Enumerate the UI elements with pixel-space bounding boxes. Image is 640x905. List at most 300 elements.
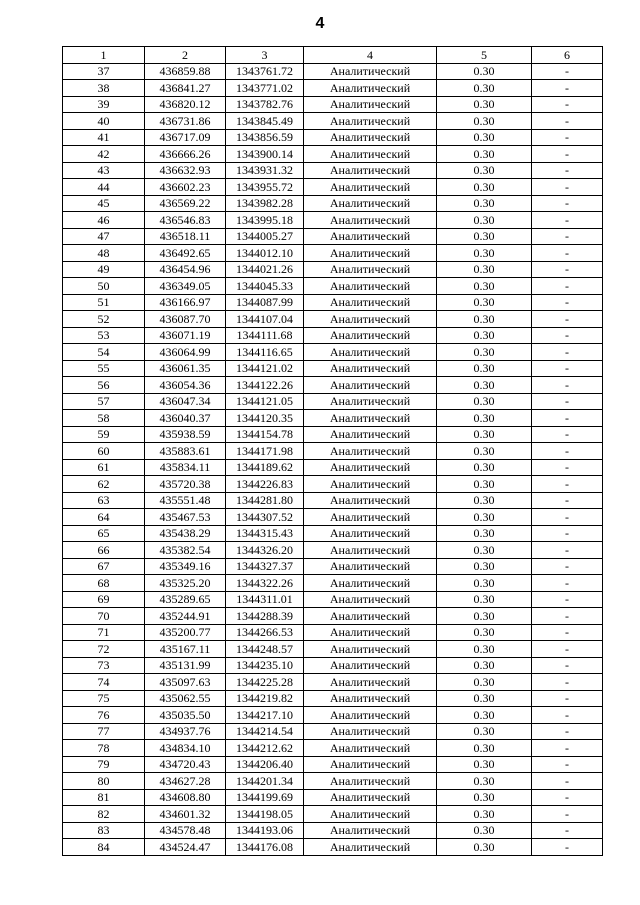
accuracy-cell: 0.30 [437, 492, 532, 509]
table-row [63, 492, 603, 509]
table-row [63, 278, 603, 295]
table-row [63, 542, 603, 559]
note-cell: - [532, 360, 603, 377]
method-cell: Аналитический [304, 591, 437, 608]
point-number-cell: 71 [63, 624, 145, 641]
table-row [63, 179, 603, 196]
accuracy-cell: 0.30 [437, 525, 532, 542]
x-coordinate-cell: 436546.83 [145, 212, 226, 229]
table-row [63, 822, 603, 839]
point-number-cell: 70 [63, 608, 145, 625]
accuracy-cell: 0.30 [437, 740, 532, 757]
y-coordinate-cell: 1344121.02 [226, 360, 304, 377]
accuracy-cell: 0.30 [437, 624, 532, 641]
method-cell: Аналитический [304, 773, 437, 790]
table-row [63, 723, 603, 740]
accuracy-cell: 0.30 [437, 756, 532, 773]
accuracy-cell: 0.30 [437, 360, 532, 377]
method-cell: Аналитический [304, 195, 437, 212]
y-coordinate-cell: 1344307.52 [226, 509, 304, 526]
y-coordinate-cell: 1344171.98 [226, 443, 304, 460]
table-row [63, 294, 603, 311]
accuracy-cell: 0.30 [437, 245, 532, 262]
x-coordinate-cell: 436820.12 [145, 96, 226, 113]
method-cell: Аналитический [304, 393, 437, 410]
column-header: 3 [226, 47, 304, 64]
table-row [63, 624, 603, 641]
point-number-cell: 46 [63, 212, 145, 229]
y-coordinate-cell: 1344045.33 [226, 278, 304, 295]
table-row [63, 311, 603, 328]
accuracy-cell: 0.30 [437, 822, 532, 839]
column-header: 6 [532, 47, 603, 64]
x-coordinate-cell: 436166.97 [145, 294, 226, 311]
table-row [63, 641, 603, 658]
y-coordinate-cell: 1343761.72 [226, 63, 304, 80]
y-coordinate-cell: 1344288.39 [226, 608, 304, 625]
table-row [63, 525, 603, 542]
y-coordinate-cell: 1344327.37 [226, 558, 304, 575]
x-coordinate-cell: 435131.99 [145, 657, 226, 674]
method-cell: Аналитический [304, 690, 437, 707]
note-cell: - [532, 756, 603, 773]
note-cell: - [532, 492, 603, 509]
note-cell: - [532, 212, 603, 229]
x-coordinate-cell: 435382.54 [145, 542, 226, 559]
method-cell: Аналитический [304, 542, 437, 559]
method-cell: Аналитический [304, 740, 437, 757]
x-coordinate-cell: 434627.28 [145, 773, 226, 790]
method-cell: Аналитический [304, 459, 437, 476]
y-coordinate-cell: 1344326.20 [226, 542, 304, 559]
y-coordinate-cell: 1343955.72 [226, 179, 304, 196]
accuracy-cell: 0.30 [437, 113, 532, 130]
column-header: 2 [145, 47, 226, 64]
column-header: 1 [63, 47, 145, 64]
table-row [63, 674, 603, 691]
x-coordinate-cell: 435720.38 [145, 476, 226, 493]
x-coordinate-cell: 436859.88 [145, 63, 226, 80]
x-coordinate-cell: 434524.47 [145, 839, 226, 856]
x-coordinate-cell: 434608.80 [145, 789, 226, 806]
accuracy-cell: 0.30 [437, 344, 532, 361]
x-coordinate-cell: 434937.76 [145, 723, 226, 740]
x-coordinate-cell: 435438.29 [145, 525, 226, 542]
note-cell: - [532, 179, 603, 196]
method-cell: Аналитический [304, 245, 437, 262]
method-cell: Аналитический [304, 707, 437, 724]
point-number-cell: 78 [63, 740, 145, 757]
point-number-cell: 45 [63, 195, 145, 212]
y-coordinate-cell: 1344122.26 [226, 377, 304, 394]
x-coordinate-cell: 435062.55 [145, 690, 226, 707]
method-cell: Аналитический [304, 410, 437, 427]
table-row [63, 839, 603, 856]
table-row [63, 575, 603, 592]
method-cell: Аналитический [304, 756, 437, 773]
point-number-cell: 43 [63, 162, 145, 179]
table-row [63, 740, 603, 757]
note-cell: - [532, 393, 603, 410]
x-coordinate-cell: 436632.93 [145, 162, 226, 179]
accuracy-cell: 0.30 [437, 410, 532, 427]
accuracy-cell: 0.30 [437, 261, 532, 278]
method-cell: Аналитический [304, 657, 437, 674]
accuracy-cell: 0.30 [437, 212, 532, 229]
method-cell: Аналитический [304, 608, 437, 625]
accuracy-cell: 0.30 [437, 443, 532, 460]
table-row [63, 63, 603, 80]
table-row [63, 228, 603, 245]
table-row [63, 327, 603, 344]
y-coordinate-cell: 1344315.43 [226, 525, 304, 542]
x-coordinate-cell: 434834.10 [145, 740, 226, 757]
accuracy-cell: 0.30 [437, 723, 532, 740]
table-row [63, 756, 603, 773]
method-cell: Аналитический [304, 294, 437, 311]
y-coordinate-cell: 1344311.01 [226, 591, 304, 608]
x-coordinate-cell: 436492.65 [145, 245, 226, 262]
method-cell: Аналитический [304, 674, 437, 691]
method-cell: Аналитический [304, 344, 437, 361]
point-number-cell: 38 [63, 80, 145, 97]
method-cell: Аналитический [304, 63, 437, 80]
method-cell: Аналитический [304, 129, 437, 146]
table-row [63, 476, 603, 493]
note-cell: - [532, 96, 603, 113]
point-number-cell: 84 [63, 839, 145, 856]
accuracy-cell: 0.30 [437, 657, 532, 674]
accuracy-cell: 0.30 [437, 806, 532, 823]
y-coordinate-cell: 1344005.27 [226, 228, 304, 245]
column-header: 4 [304, 47, 437, 64]
method-cell: Аналитический [304, 789, 437, 806]
method-cell: Аналитический [304, 476, 437, 493]
y-coordinate-cell: 1343856.59 [226, 129, 304, 146]
method-cell: Аналитический [304, 723, 437, 740]
note-cell: - [532, 228, 603, 245]
method-cell: Аналитический [304, 212, 437, 229]
x-coordinate-cell: 436087.70 [145, 311, 226, 328]
method-cell: Аналитический [304, 228, 437, 245]
note-cell: - [532, 608, 603, 625]
point-number-cell: 37 [63, 63, 145, 80]
point-number-cell: 80 [63, 773, 145, 790]
accuracy-cell: 0.30 [437, 674, 532, 691]
y-coordinate-cell: 1343845.49 [226, 113, 304, 130]
table-row [63, 146, 603, 163]
y-coordinate-cell: 1344199.69 [226, 789, 304, 806]
method-cell: Аналитический [304, 327, 437, 344]
point-number-cell: 40 [63, 113, 145, 130]
coordinates-table [62, 46, 603, 856]
column-header: 5 [437, 47, 532, 64]
method-cell: Аналитический [304, 558, 437, 575]
point-number-cell: 50 [63, 278, 145, 295]
table-body [63, 63, 603, 855]
x-coordinate-cell: 436047.34 [145, 393, 226, 410]
y-coordinate-cell: 1344214.54 [226, 723, 304, 740]
table-row [63, 195, 603, 212]
point-number-cell: 39 [63, 96, 145, 113]
note-cell: - [532, 476, 603, 493]
y-coordinate-cell: 1343982.28 [226, 195, 304, 212]
point-number-cell: 52 [63, 311, 145, 328]
method-cell: Аналитический [304, 162, 437, 179]
accuracy-cell: 0.30 [437, 278, 532, 295]
table-row [63, 806, 603, 823]
table-row [63, 129, 603, 146]
method-cell: Аналитический [304, 96, 437, 113]
x-coordinate-cell: 435289.65 [145, 591, 226, 608]
note-cell: - [532, 624, 603, 641]
point-number-cell: 51 [63, 294, 145, 311]
note-cell: - [532, 690, 603, 707]
note-cell: - [532, 294, 603, 311]
point-number-cell: 54 [63, 344, 145, 361]
accuracy-cell: 0.30 [437, 393, 532, 410]
x-coordinate-cell: 435325.20 [145, 575, 226, 592]
y-coordinate-cell: 1344322.26 [226, 575, 304, 592]
point-number-cell: 62 [63, 476, 145, 493]
point-number-cell: 73 [63, 657, 145, 674]
point-number-cell: 61 [63, 459, 145, 476]
table-row [63, 509, 603, 526]
x-coordinate-cell: 436054.36 [145, 377, 226, 394]
accuracy-cell: 0.30 [437, 591, 532, 608]
point-number-cell: 66 [63, 542, 145, 559]
table-row [63, 245, 603, 262]
x-coordinate-cell: 434578.48 [145, 822, 226, 839]
method-cell: Аналитический [304, 575, 437, 592]
x-coordinate-cell: 435035.50 [145, 707, 226, 724]
note-cell: - [532, 410, 603, 427]
y-coordinate-cell: 1344116.65 [226, 344, 304, 361]
accuracy-cell: 0.30 [437, 459, 532, 476]
accuracy-cell: 0.30 [437, 641, 532, 658]
note-cell: - [532, 146, 603, 163]
y-coordinate-cell: 1344198.05 [226, 806, 304, 823]
table-row [63, 657, 603, 674]
y-coordinate-cell: 1344021.26 [226, 261, 304, 278]
y-coordinate-cell: 1344189.62 [226, 459, 304, 476]
x-coordinate-cell: 436666.26 [145, 146, 226, 163]
note-cell: - [532, 344, 603, 361]
note-cell: - [532, 822, 603, 839]
point-number-cell: 72 [63, 641, 145, 658]
note-cell: - [532, 327, 603, 344]
table-row [63, 96, 603, 113]
note-cell: - [532, 674, 603, 691]
point-number-cell: 67 [63, 558, 145, 575]
note-cell: - [532, 839, 603, 856]
table-row [63, 393, 603, 410]
note-cell: - [532, 261, 603, 278]
method-cell: Аналитический [304, 179, 437, 196]
accuracy-cell: 0.30 [437, 773, 532, 790]
table-row [63, 360, 603, 377]
x-coordinate-cell: 435883.61 [145, 443, 226, 460]
accuracy-cell: 0.30 [437, 608, 532, 625]
point-number-cell: 82 [63, 806, 145, 823]
table-row [63, 162, 603, 179]
x-coordinate-cell: 435167.11 [145, 641, 226, 658]
table-row [63, 690, 603, 707]
x-coordinate-cell: 436602.23 [145, 179, 226, 196]
x-coordinate-cell: 435551.48 [145, 492, 226, 509]
point-number-cell: 56 [63, 377, 145, 394]
method-cell: Аналитический [304, 113, 437, 130]
table-row [63, 558, 603, 575]
y-coordinate-cell: 1344201.34 [226, 773, 304, 790]
note-cell: - [532, 525, 603, 542]
y-coordinate-cell: 1344154.78 [226, 426, 304, 443]
x-coordinate-cell: 435467.53 [145, 509, 226, 526]
note-cell: - [532, 723, 603, 740]
table-row [63, 261, 603, 278]
note-cell: - [532, 113, 603, 130]
y-coordinate-cell: 1343771.02 [226, 80, 304, 97]
method-cell: Аналитический [304, 278, 437, 295]
method-cell: Аналитический [304, 525, 437, 542]
point-number-cell: 83 [63, 822, 145, 839]
method-cell: Аналитический [304, 839, 437, 856]
y-coordinate-cell: 1344087.99 [226, 294, 304, 311]
note-cell: - [532, 789, 603, 806]
accuracy-cell: 0.30 [437, 509, 532, 526]
method-cell: Аналитический [304, 443, 437, 460]
accuracy-cell: 0.30 [437, 294, 532, 311]
table-row [63, 459, 603, 476]
accuracy-cell: 0.30 [437, 377, 532, 394]
x-coordinate-cell: 436061.35 [145, 360, 226, 377]
accuracy-cell: 0.30 [437, 80, 532, 97]
note-cell: - [532, 278, 603, 295]
x-coordinate-cell: 436040.37 [145, 410, 226, 427]
y-coordinate-cell: 1343931.32 [226, 162, 304, 179]
accuracy-cell: 0.30 [437, 327, 532, 344]
y-coordinate-cell: 1344235.10 [226, 657, 304, 674]
method-cell: Аналитический [304, 509, 437, 526]
point-number-cell: 55 [63, 360, 145, 377]
table-row [63, 707, 603, 724]
note-cell: - [532, 591, 603, 608]
y-coordinate-cell: 1344281.80 [226, 492, 304, 509]
point-number-cell: 77 [63, 723, 145, 740]
y-coordinate-cell: 1343995.18 [226, 212, 304, 229]
note-cell: - [532, 641, 603, 658]
point-number-cell: 74 [63, 674, 145, 691]
note-cell: - [532, 806, 603, 823]
accuracy-cell: 0.30 [437, 839, 532, 856]
accuracy-cell: 0.30 [437, 63, 532, 80]
point-number-cell: 63 [63, 492, 145, 509]
point-number-cell: 44 [63, 179, 145, 196]
point-number-cell: 79 [63, 756, 145, 773]
note-cell: - [532, 459, 603, 476]
accuracy-cell: 0.30 [437, 575, 532, 592]
note-cell: - [532, 558, 603, 575]
method-cell: Аналитический [304, 377, 437, 394]
y-coordinate-cell: 1344193.06 [226, 822, 304, 839]
y-coordinate-cell: 1344217.10 [226, 707, 304, 724]
x-coordinate-cell: 436064.99 [145, 344, 226, 361]
note-cell: - [532, 129, 603, 146]
note-cell: - [532, 195, 603, 212]
note-cell: - [532, 311, 603, 328]
y-coordinate-cell: 1344121.05 [226, 393, 304, 410]
x-coordinate-cell: 436717.09 [145, 129, 226, 146]
accuracy-cell: 0.30 [437, 228, 532, 245]
x-coordinate-cell: 435938.59 [145, 426, 226, 443]
accuracy-cell: 0.30 [437, 426, 532, 443]
point-number-cell: 58 [63, 410, 145, 427]
accuracy-cell: 0.30 [437, 129, 532, 146]
x-coordinate-cell: 436731.86 [145, 113, 226, 130]
point-number-cell: 57 [63, 393, 145, 410]
table-row [63, 426, 603, 443]
note-cell: - [532, 575, 603, 592]
note-cell: - [532, 80, 603, 97]
point-number-cell: 60 [63, 443, 145, 460]
x-coordinate-cell: 436841.27 [145, 80, 226, 97]
table-row [63, 789, 603, 806]
note-cell: - [532, 509, 603, 526]
point-number-cell: 53 [63, 327, 145, 344]
note-cell: - [532, 542, 603, 559]
method-cell: Аналитический [304, 641, 437, 658]
accuracy-cell: 0.30 [437, 179, 532, 196]
note-cell: - [532, 162, 603, 179]
x-coordinate-cell: 436071.19 [145, 327, 226, 344]
page-number: 4 [315, 15, 325, 32]
note-cell: - [532, 377, 603, 394]
note-cell: - [532, 426, 603, 443]
table-row [63, 773, 603, 790]
y-coordinate-cell: 1344111.68 [226, 327, 304, 344]
point-number-cell: 81 [63, 789, 145, 806]
accuracy-cell: 0.30 [437, 195, 532, 212]
point-number-cell: 64 [63, 509, 145, 526]
accuracy-cell: 0.30 [437, 162, 532, 179]
y-coordinate-cell: 1344266.53 [226, 624, 304, 641]
x-coordinate-cell: 435097.63 [145, 674, 226, 691]
method-cell: Аналитический [304, 146, 437, 163]
accuracy-cell: 0.30 [437, 311, 532, 328]
point-number-cell: 49 [63, 261, 145, 278]
accuracy-cell: 0.30 [437, 558, 532, 575]
accuracy-cell: 0.30 [437, 96, 532, 113]
note-cell: - [532, 443, 603, 460]
point-number-cell: 75 [63, 690, 145, 707]
x-coordinate-cell: 435834.11 [145, 459, 226, 476]
note-cell: - [532, 657, 603, 674]
method-cell: Аналитический [304, 806, 437, 823]
method-cell: Аналитический [304, 311, 437, 328]
y-coordinate-cell: 1343900.14 [226, 146, 304, 163]
y-coordinate-cell: 1344225.28 [226, 674, 304, 691]
point-number-cell: 42 [63, 146, 145, 163]
accuracy-cell: 0.30 [437, 476, 532, 493]
point-number-cell: 59 [63, 426, 145, 443]
method-cell: Аналитический [304, 822, 437, 839]
method-cell: Аналитический [304, 492, 437, 509]
y-coordinate-cell: 1344012.10 [226, 245, 304, 262]
table-row [63, 113, 603, 130]
method-cell: Аналитический [304, 624, 437, 641]
table-row [63, 608, 603, 625]
point-number-cell: 47 [63, 228, 145, 245]
